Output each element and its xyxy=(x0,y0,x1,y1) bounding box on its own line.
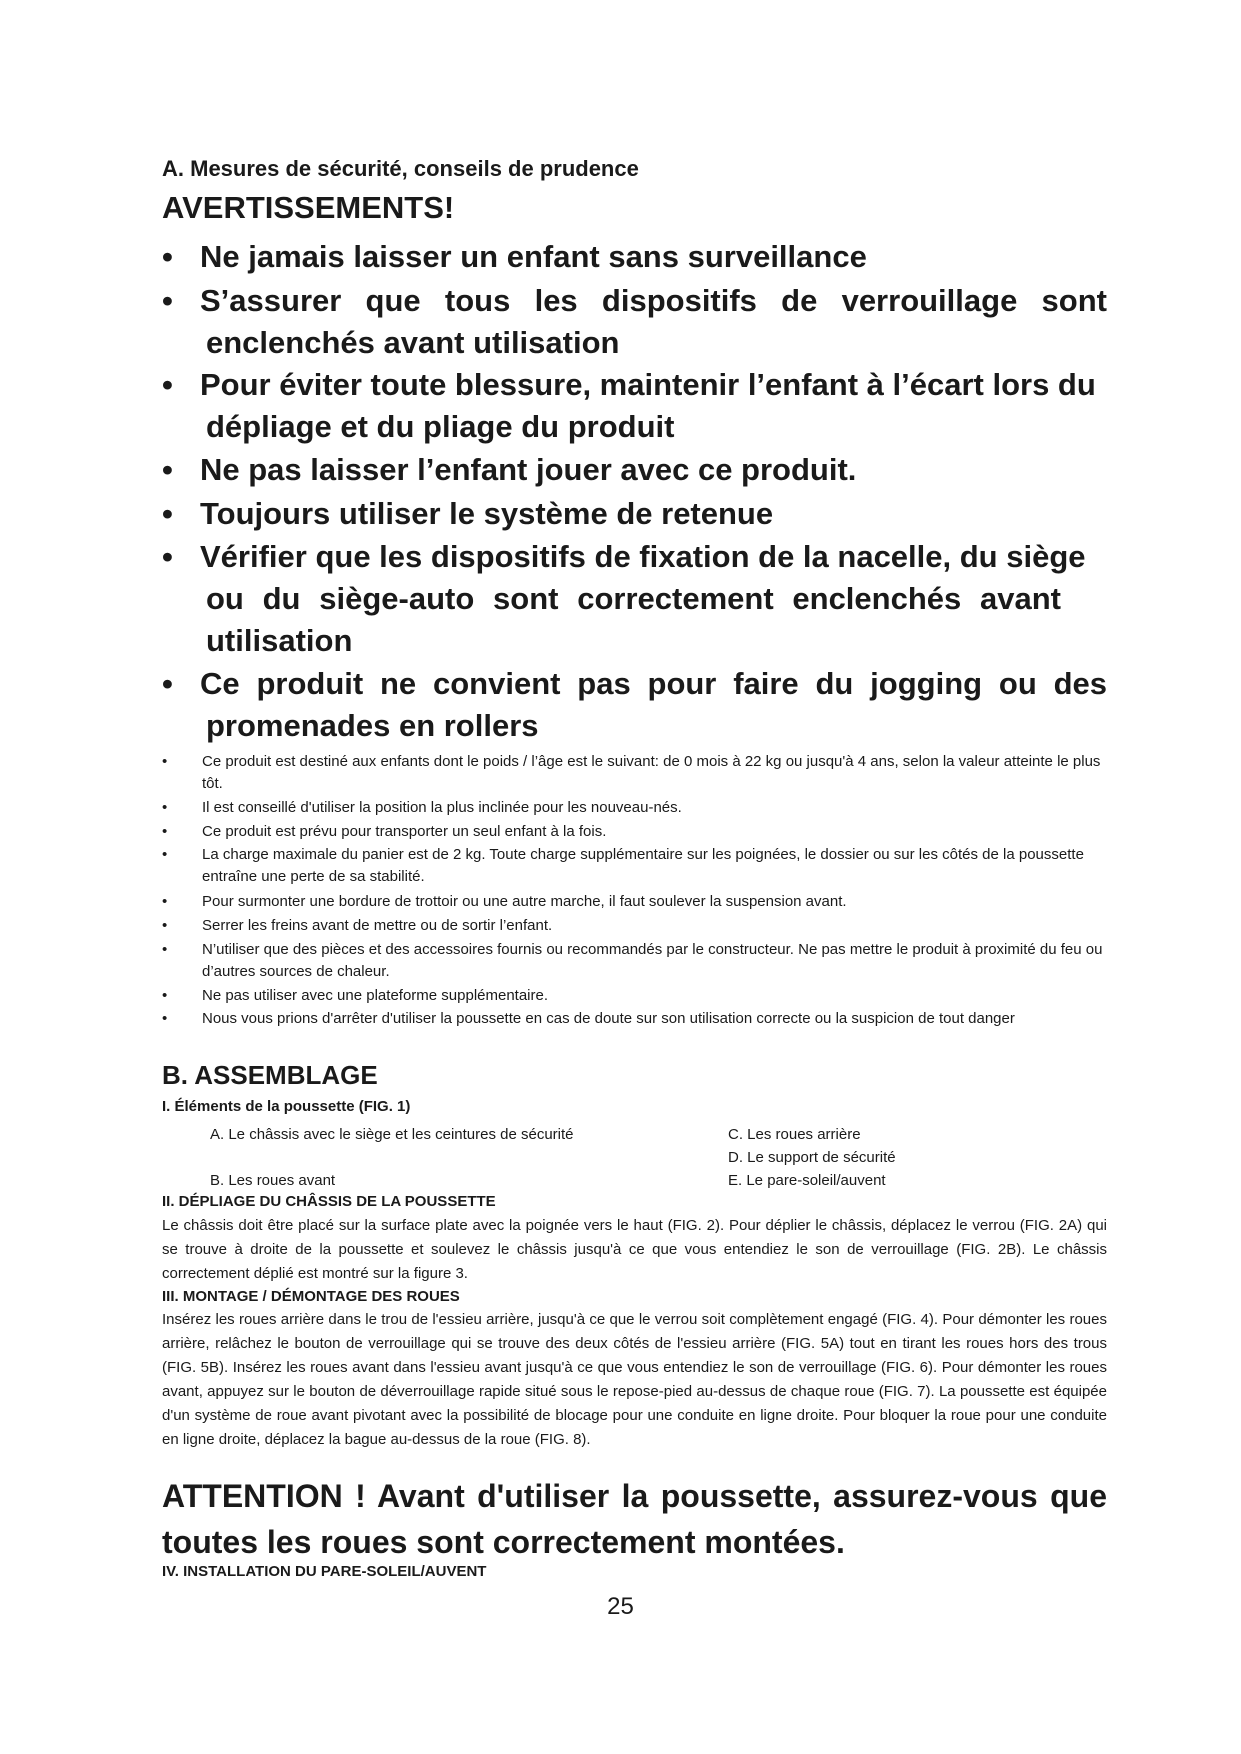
note-item xyxy=(162,985,1107,1007)
note-item xyxy=(162,1008,1107,1030)
note-text: La charge maximale du panier est de 2 kg. Toute charge supplémentaire sur les poignées, le dossier ou sur les côtés de la poussette entraîne une perte de sa stabilité. xyxy=(202,846,1084,885)
warning-text-cont: promenades en rollers xyxy=(206,708,539,743)
bullet-icon: • xyxy=(162,917,168,934)
subsection-title: III. MONTAGE / DÉMONTAGE DES ROUES xyxy=(162,1288,460,1305)
bullet-icon: • xyxy=(162,1010,168,1027)
warning-item xyxy=(162,449,1107,491)
note-item xyxy=(162,751,1107,795)
part-b: B. Les roues avant xyxy=(210,1172,336,1189)
note-item xyxy=(162,891,1107,913)
section-b-title: B. ASSEMBLAGE xyxy=(162,1060,378,1090)
bullet-icon: • xyxy=(162,283,173,318)
warning-item xyxy=(162,493,1107,535)
bullet-icon: • xyxy=(162,753,168,770)
note-item xyxy=(162,821,1107,843)
bullet-icon: • xyxy=(162,666,173,701)
warning-text-cont: enclenchés avant utilisation xyxy=(206,325,620,360)
bullet-icon: • xyxy=(162,941,168,958)
part-c: C. Les roues arrière xyxy=(728,1126,861,1143)
bullet-icon: • xyxy=(162,799,168,816)
subsection-title: I. Éléments de la poussette (FIG. 1) xyxy=(162,1098,411,1115)
warning-text: Ne pas laisser l’enfant jouer avec ce produit. xyxy=(200,452,857,487)
paragraph: Le châssis doit être placé sur la surface plate avec la poignée vers le haut (FIG. 2). Pour déplier le châssis, déplacez le verrou (FIG. 2A) qui se trouve à droite de la poussette et soulevez le châssis jusqu'à ce que vous entendiez le son de verrouillage (FIG. 2B). Le châssis correctement déplié est montré sur la figure 3. xyxy=(162,1217,1107,1282)
warning-text: Ce produit ne convient pas pour faire du jogging ou des xyxy=(200,666,1107,701)
warning-item xyxy=(162,536,1092,662)
note-text: Nous vous prions d'arrêter d'utiliser la poussette en cas de doute sur son utilisation correcte ou la suspicion de tout danger xyxy=(202,1010,1015,1027)
note-text: N’utiliser que des pièces et des accessoires fournis ou recommandés par le constructeur. Ne pas mettre le produit à proximité du feu ou d’autres sources de chaleur. xyxy=(202,941,1103,980)
paragraph: Insérez les roues arrière dans le trou de l'essieu arrière, jusqu'à ce que le verrou soit complètement engagé (FIG. 4). Pour démonter les roues arrière, relâchez le bouton de verrouillage qui se trouve des deux côtés de l'essieu arrière (FIG. 5A) tout en tirant les roues hors des trous (FIG. 5B). Insérez les roues avant dans l'essieu avant jusqu'à ce que vous entendiez le son de verrouillage (FIG. 6). Pour démonter les roues avant, appuyez sur le bouton de déverrouillage rapide situé sous le repose-pied au-dessus de chaque roue (FIG. 7). La poussette est équipée d'un système de roue avant pivotant avec la possibilité de blocage pour une conduite en ligne droite. Pour bloquer la roue pour une conduite en ligne droite, déplacez la bague au-dessus de la roue (FIG. 8). xyxy=(162,1311,1107,1448)
note-item xyxy=(162,797,1107,819)
note-text: Ce produit est prévu pour transporter un seul enfant à la fois. xyxy=(202,823,607,840)
bullet-icon: • xyxy=(162,987,168,1004)
note-item xyxy=(162,915,1107,937)
warning-text: Toujours utiliser le système de retenue xyxy=(200,496,774,531)
bullet-icon: • xyxy=(162,539,173,574)
part-d: D. Le support de sécurité xyxy=(728,1149,896,1166)
bullet-icon: • xyxy=(162,496,173,531)
warnings-heading: AVERTISSEMENTS! xyxy=(162,190,455,225)
page-number: 25 xyxy=(607,1593,634,1620)
warning-item xyxy=(162,663,1107,747)
part-e: E. Le pare-soleil/auvent xyxy=(728,1172,886,1189)
bullet-icon: • xyxy=(162,846,168,863)
subsection-title: IV. INSTALLATION DU PARE-SOLEIL/AUVENT xyxy=(162,1563,487,1580)
note-text: Pour surmonter une bordure de trottoir ou une autre marche, il faut soulever la suspension avant. xyxy=(202,893,847,910)
note-item xyxy=(162,939,1107,983)
bullet-icon: • xyxy=(162,893,168,910)
warning-item xyxy=(162,280,1107,364)
warning-text: S’assurer que tous les dispositifs de verrouillage sont xyxy=(200,283,1107,318)
warning-text-cont: ou du siège-auto sont correctement enclenchés avant utilisation xyxy=(206,581,1061,658)
warning-item xyxy=(162,364,1107,448)
note-text: Ce produit est destiné aux enfants dont le poids / l’âge est le suivant: de 0 mois à 22 kg ou jusqu'à 4 ans, selon la valeur atteinte le plus tôt. xyxy=(202,753,1101,792)
warning-item xyxy=(162,236,1107,278)
attention-notice: ATTENTION ! Avant d'utiliser la poussette, assurez-vous que toutes les roues sont correctement montées. xyxy=(162,1478,1107,1560)
note-item xyxy=(162,844,1107,888)
warning-text: Ne jamais laisser un enfant sans surveillance xyxy=(200,239,867,274)
warning-text: Pour éviter toute blessure, maintenir l’enfant à l’écart lors du xyxy=(200,367,1096,402)
note-text: Il est conseillé d'utiliser la position la plus inclinée pour les nouveau-nés. xyxy=(202,799,682,816)
note-text: Serrer les freins avant de mettre ou de sortir l’enfant. xyxy=(202,917,553,934)
warning-text-cont: dépliage et du pliage du produit xyxy=(206,409,675,444)
warning-text: Vérifier que les dispositifs de fixation de la nacelle, du siège xyxy=(200,539,1086,574)
section-a-title: A. Mesures de sécurité, conseils de prudence xyxy=(162,156,639,181)
part-a: A. Le châssis avec le siège et les ceintures de sécurité xyxy=(210,1126,574,1143)
note-text: Ne pas utiliser avec une plateforme supplémentaire. xyxy=(202,987,549,1004)
bullet-icon: • xyxy=(162,367,173,402)
bullet-icon: • xyxy=(162,452,173,487)
subsection-title: II. DÉPLIAGE DU CHÂSSIS DE LA POUSSETTE xyxy=(162,1193,496,1210)
bullet-icon: • xyxy=(162,823,168,840)
bullet-icon: • xyxy=(162,239,173,274)
